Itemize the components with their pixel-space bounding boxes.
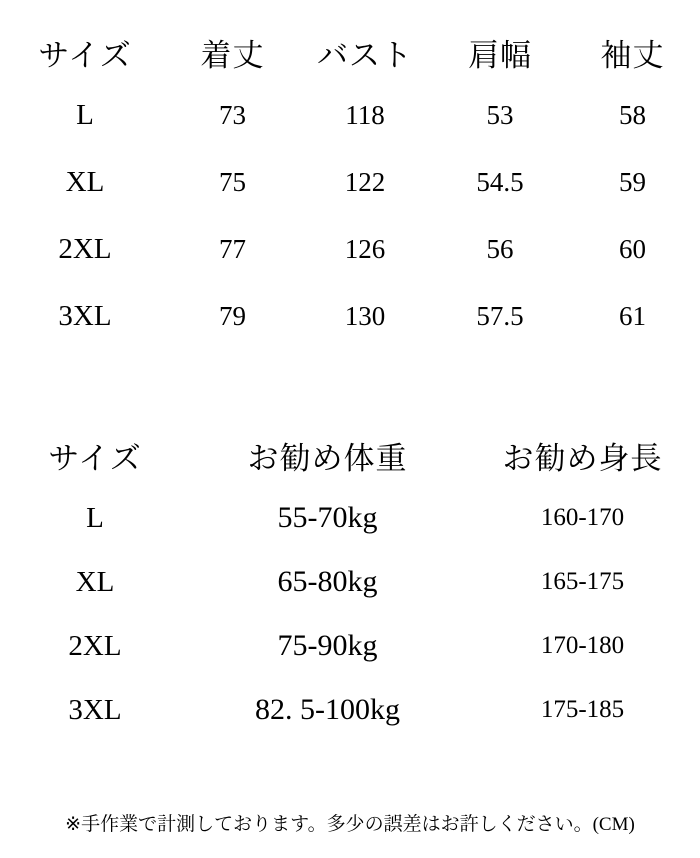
measurement-table-body [0,82,700,350]
cell-sleeve: 60 [619,234,646,264]
cell-size: XL [75,565,115,598]
table-header-row [0,22,700,82]
cell-height: 170-180 [540,632,625,659]
cell-length: 73 [219,100,246,130]
measurement-table-header [0,22,700,82]
header-size: サイズ [38,37,132,73]
table-row [0,216,700,283]
cell-bust: 130 [344,301,386,331]
unit-label: (CM) [592,814,635,835]
cell-height: 165-175 [540,568,625,595]
cell-weight: 82. 5-100kg [255,693,400,726]
table-row [0,283,700,350]
cell-size: 3XL [58,300,112,332]
header-size: サイズ [48,440,142,476]
cell-length: 75 [219,167,246,197]
cell-height: 175-185 [540,696,625,723]
cell-shoulder: 57.5 [476,301,524,331]
recommendation-table-header [0,424,700,486]
cell-bust: 118 [345,100,385,130]
measurement-disclaimer [0,809,700,836]
table-row [0,486,700,550]
cell-size: 2XL [58,233,112,265]
table-row [0,550,700,614]
header-sleeve: 袖丈 [600,37,665,73]
table-spacer [0,350,700,424]
table-row [0,614,700,678]
table-row [0,149,700,216]
recommendation-table [0,424,700,742]
header-recommended-height: お勧め身長 [502,440,663,476]
cell-size: 2XL [68,629,122,662]
cell-sleeve: 59 [619,167,646,197]
cell-weight: 55-70kg [277,501,378,534]
header-bust: バスト [317,37,413,73]
cell-shoulder: 56 [486,234,514,264]
recommendation-table-body [0,486,700,742]
measurement-table [0,22,700,350]
cell-weight: 65-80kg [277,565,378,598]
cell-bust: 126 [344,234,386,264]
header-recommended-weight: お勧め体重 [247,440,408,476]
table-header-row [0,424,700,486]
cell-size: L [86,501,104,534]
table-row [0,678,700,742]
table-row [0,82,700,149]
disclaimer-text: ※手作業で計測しております。多少の誤差はお許しください。 [65,814,593,835]
cell-height: 160-170 [540,504,625,531]
cell-size: L [76,99,94,131]
cell-shoulder: 54.5 [476,167,524,197]
cell-length: 79 [219,301,246,331]
cell-sleeve: 58 [619,100,646,130]
cell-weight: 75-90kg [277,629,378,662]
size-chart-page [0,22,700,858]
cell-sleeve: 61 [619,301,646,331]
cell-shoulder: 53 [486,100,514,130]
header-length: 着丈 [200,37,265,73]
cell-length: 77 [219,234,246,264]
cell-size: XL [65,166,105,198]
cell-size: 3XL [68,693,122,726]
header-shoulder: 肩幅 [468,37,532,73]
cell-bust: 122 [344,167,386,197]
